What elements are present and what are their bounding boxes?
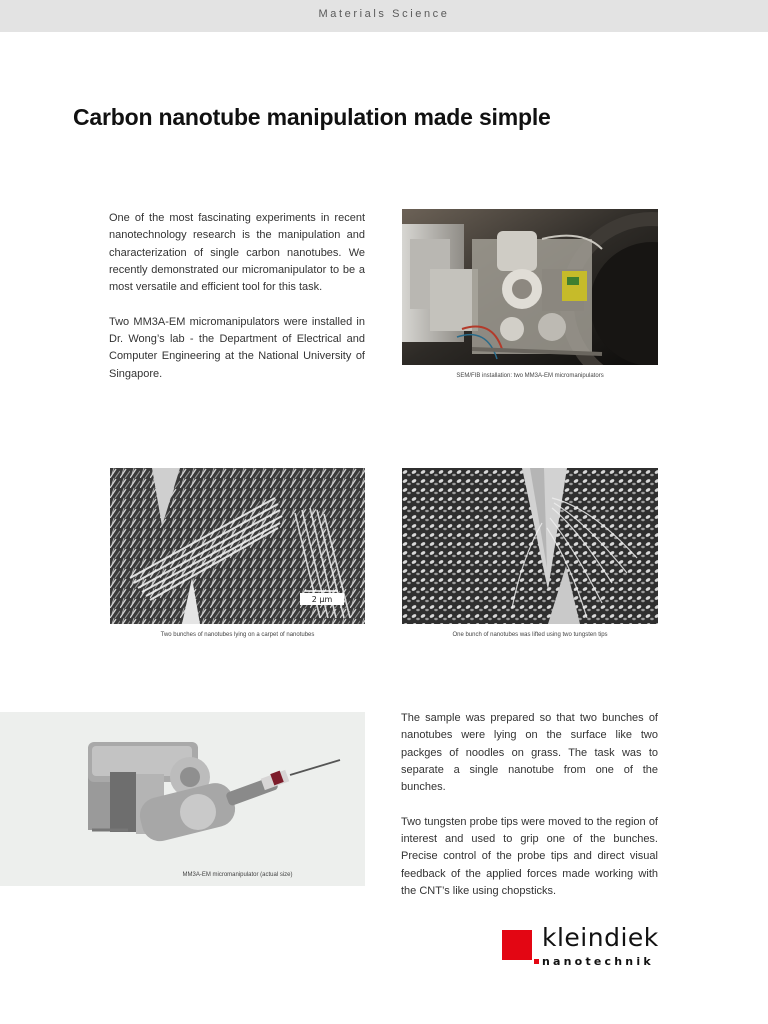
intro-text [109,210,365,400]
sem-installation-photo [402,209,658,365]
kleindiek-logo [502,923,662,972]
micromanipulator-photo [0,712,365,886]
method-text [401,710,658,918]
intro-paragraph-1: One of the most fascinating experiments in recent nanotechnology research is the manipulation and characterization of single carbon nanotubes. We recently demonstrated our micromanipulator to be a most versatile and efficient tool for this task. [109,212,365,294]
logo-subtitle: nanotechnik [542,955,654,968]
nanotube-bunches-caption: Two bunches of nanotubes lying on a carpet of nanotubes [160,632,315,638]
section-label: Materials Science [318,8,450,20]
micromanipulator-caption: MM3A-EM micromanipulator (actual size) [182,872,293,878]
lifted-bunch-sem-image [402,468,658,624]
lifted-bunch-caption: One bunch of nanotubes was lifted using two tungsten tips [452,632,608,638]
sem-installation-caption: SEM/FIB installation: two MM3A-EM micromanipulators [456,373,604,379]
nanotube-bunches-sem-image [110,468,365,624]
section-header-bar [0,0,768,32]
logo-red-square [502,930,532,960]
logo-red-dot [534,959,539,964]
page-title: Carbon nanotube manipulation made simple [73,104,551,130]
method-paragraph-2: Two tungsten probe tips were moved to the region of interest and used to grip one of the bunches. Precise control of the probe tips and direct visual feedback of the applied forces made working with the CNT’s like using chopsticks. [401,815,658,897]
method-paragraph-1: The sample was prepared so that two bunches of nanotubes were lying on the surface like two packges of noodles on grass. The task was to separate a single nanotube from one of the bunches. [401,712,658,794]
scale-bar-label: 2 µm [311,595,333,604]
intro-paragraph-2: Two MM3A-EM micromanipulators were installed in Dr. Wong’s lab - the Department of Electrical and Computer Engineering at the National University of Singapore. [109,315,365,380]
logo-wordmark: kleindiek [542,923,659,952]
